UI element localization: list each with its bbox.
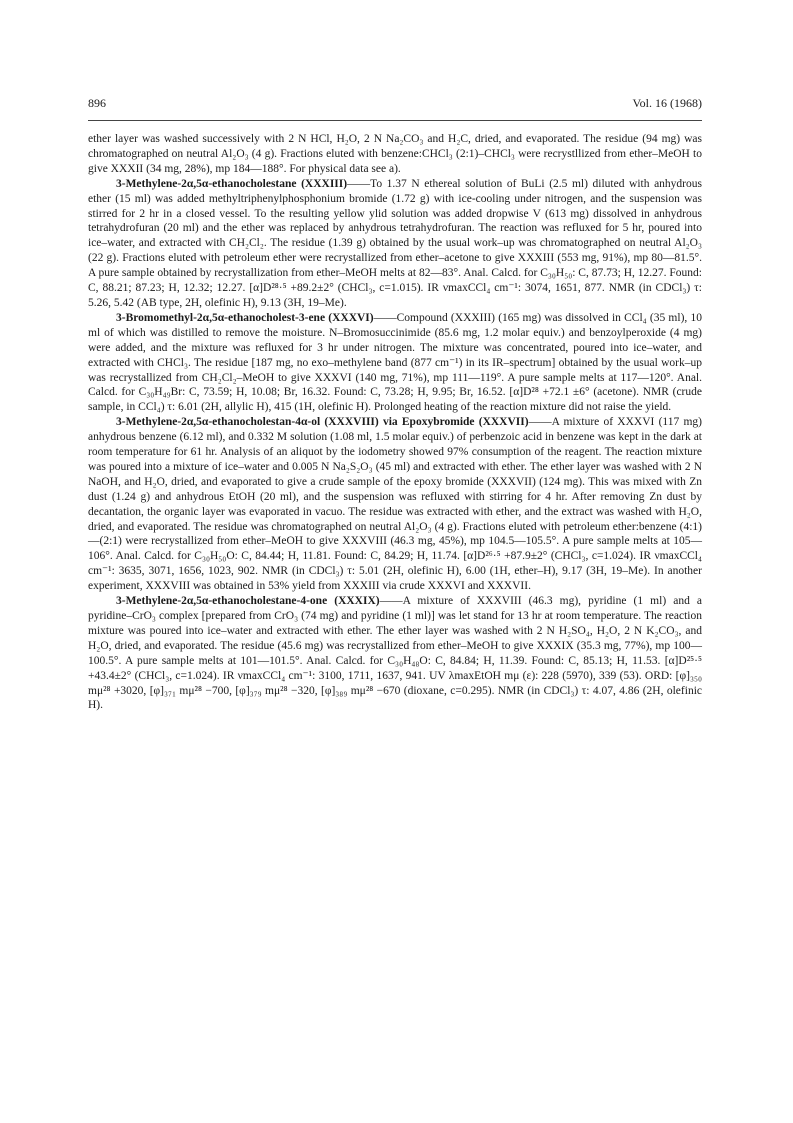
journal-reference: Vol. 16 (1968) [632,96,702,110]
paragraph-text: ——To 1.37 N ethereal solution of BuLi (2.5 ml) diluted with anhydrous ether (15 ml) was added methyltriphenylphosphonium bromide (1.72 g) with ice-cooling under nitrogen, and the suspension was stirred for 2 hr in a closed vessel. To the resulting yellow ylid solution was added dropwise V (613 mg) dissolved in anhydrous tetrahydrofuran (20 ml) and the ether was replaced by anhydrous tetrahydrofuran. The reaction was refluxed for 5 hr, poured into ice–water, and extracted with CH₂Cl₂. The residue (1.39 g) obtained by the usual work–up was chromatographed on neutral Al₂O₃ (22 g). Fractions eluted with petroleum ether were recrystallized from ether–acetone to give XXXIII (553 mg, 91%), mp 80—81.5°. A pure sample obtained by recrystallization from ether–MeOH melts at 82—83°. Anal. Calcd. for C₃₀H₅₀: C, 87.73; H, 12.27. Found: C, 88.21; 87.23; H, 12.32; 12.27. [α]D²⁸·⁵ +89.2±2° (CHCl₃, c=1.015). IR νmaxCCl₄ cm⁻¹: 3074, 1651, 877. NMR (in CDCl₃) τ: 5.26, 5.42 (AB type, 2H, olefinic H), 9.13 (3H, 19–Me). [88,177,702,309]
compound-heading: 3-Methylene-2α,5α-ethanocholestane (XXXIII) [116,177,348,190]
paragraph-xxxix [88,594,702,713]
paragraph-xxxvi [88,311,702,415]
header-rule [88,120,702,121]
page-number: 896 [88,96,106,110]
paragraph-continuation [88,132,702,177]
compound-heading: 3-Methylene-2α,5α-ethanocholestane-4-one (XXXIX) [116,595,380,608]
compound-heading: 3-Bromomethyl-2α,5α-ethanocholest-3-ene (XXXVI) [116,311,374,324]
paragraph-text: ——Compound (XXXIII) (165 mg) was dissolved in CCl₄ (35 ml), 10 ml of which was distilled to remove the moisture. N–Bromosuccinimide (85.6 mg, 1.2 molar equiv.) and benzoylperoxide (4 mg) were added, and the mixture was refluxed for 3 hr under nitrogen. The mixture was concentrated, poured into ice–water, and extracted with CHCl₃. The residue [187 mg, no exo–methylene band (877 cm⁻¹) in its IR–spectrum] obtained by the usual work–up was recrystallized from CH₂Cl₂–MeOH to give XXXVI (140 mg, 71%), mp 111—119°. A pure sample melts at 117—120°. Anal. Calcd. for C₃₀H₄₉Br: C, 73.59; H, 10.08; Br, 16.32. Found: C, 73.28; H, 9.95; Br, 16.52. [α]D²⁸ +72.1 ±6° (acetone). NMR (crude sample, in CCl₄) τ: 6.01 (2H, allylic H), 415 (1H, olefinic H). Prolonged heating of the reaction mixture did not raise the yield. [88,311,702,414]
page-header [88,96,702,114]
article-body [88,132,702,713]
paragraph-text: ——A mixture of XXXVIII (46.3 mg), pyridine (1 ml) and a pyridine–CrO₃ complex [prepared from CrO₃ (74 mg) and pyridine (1 ml)] was let stand for 13 hr at room temperature. The reaction mixture was poured into ice–water and extracted with ether. The ether layer was washed with 2 N H₂SO₄, H₂O, 2 N K₂CO₃, and H₂O, dried, and evaporated. The residue (45.6 mg) was recrystallized from ether–MeOH to give XXXIX (35.3 mg, 77%), mp 100—100.5°. A pure sample melts at 101—101.5°. Anal. Calcd. for C₃₀H₄₈O: C, 84.84; H, 11.39. Found: C, 85.13; H, 11.53. [α]D²⁵·⁵ +43.4±2° (CHCl₃, c=1.024). IR νmaxCCl₄ cm⁻¹: 3100, 1711, 1637, 941. UV λmaxEtOH mμ (ε): 228 (5970), 339 (53). ORD: [φ]₃₅₀ mμ²⁸ +3020, [φ]₃₇₁ mμ²⁸ −700, [φ]₃₇₉ mμ²⁸ −320, [φ]₃₈₉ mμ²⁸ −670 (dioxane, c=0.295). NMR (in CDCl₃) τ: 4.07, 4.86 (2H, olefinic H). [88,595,702,712]
paragraph-xxxviii [88,415,702,594]
compound-heading: 3-Methylene-2α,5α-ethanocholestan-4α-ol (XXXVIII) via Epoxybromide (XXXVII) [116,416,529,429]
paragraph-text: ——A mixture of XXXVI (117 mg) anhydrous benzene (6.12 ml), and 0.332 M solution (1.08 ml, 1.5 molar equiv.) of perbenzoic acid in benzene was kept in the dark at room temperature for 61 hr. Analysis of an aliquot by the iodometry showed 97% consumption of the reagent. The reaction mixture was poured into a mixture of ice–water and 0.005 N Na₂S₂O₃ (45 ml) and extracted with ether. The ether layer was washed with 2 N NaOH, and H₂O, dried, and evaporated to give a crude sample of the epoxy bromide (XXXVII) (124 mg). This was mixed with Zn dust (1.24 g) and anhydrous EtOH (20 ml), and the suspension was refluxed with stirring for 4 hr. After removing Zn dust by decantation, the organic layer was evaporated in vacuo. The residue was extracted with ether, and the extract was washed with H₂O, dried, and evaporated. The residue was chromatographed on neutral Al₂O₃ (4 g). Fractions eluted with petroleum ether:benzene (4:1)—(2:1) were recrystallized from ether–MeOH to give XXXVIII (46.3 mg, 45%), mp 104.5—105.5°. A pure sample melts at 105—106°. Anal. Calcd. for C₃₀H₅₀O: C, 84.44; H, 11.81. Found: C, 84.29; H, 11.74. [α]D²⁶·⁵ +87.9±2° (CHCl₃, c=1.024). IR νmaxCCl₄ cm⁻¹: 3635, 3071, 1656, 1023, 902. NMR (in CDCl₃) τ: 5.01 (2H, olefinic H), 6.00 (1H, ether–H), 9.17 (3H, 19–Me). In another experiment, XXXVIII was obtained in 53% yield from XXXIII via crude XXXVI and XXXVII. [88,416,702,593]
paragraph-xxxiii [88,177,702,311]
paragraph-text: ether layer was washed successively with 2 N HCl, H₂O, 2 N Na₂CO₃ and H₂C, dried, and evaporated. The residue (94 mg) was chromatographed on neutral Al₂O₃ (4 g). Fractions eluted with benzene:CHCl₃ (2:1)–CHCl₃ were recrystllized from ether–MeOH to give XXXII (34 mg, 28%), mp 184—188°. For physical data see a). [88,133,702,175]
